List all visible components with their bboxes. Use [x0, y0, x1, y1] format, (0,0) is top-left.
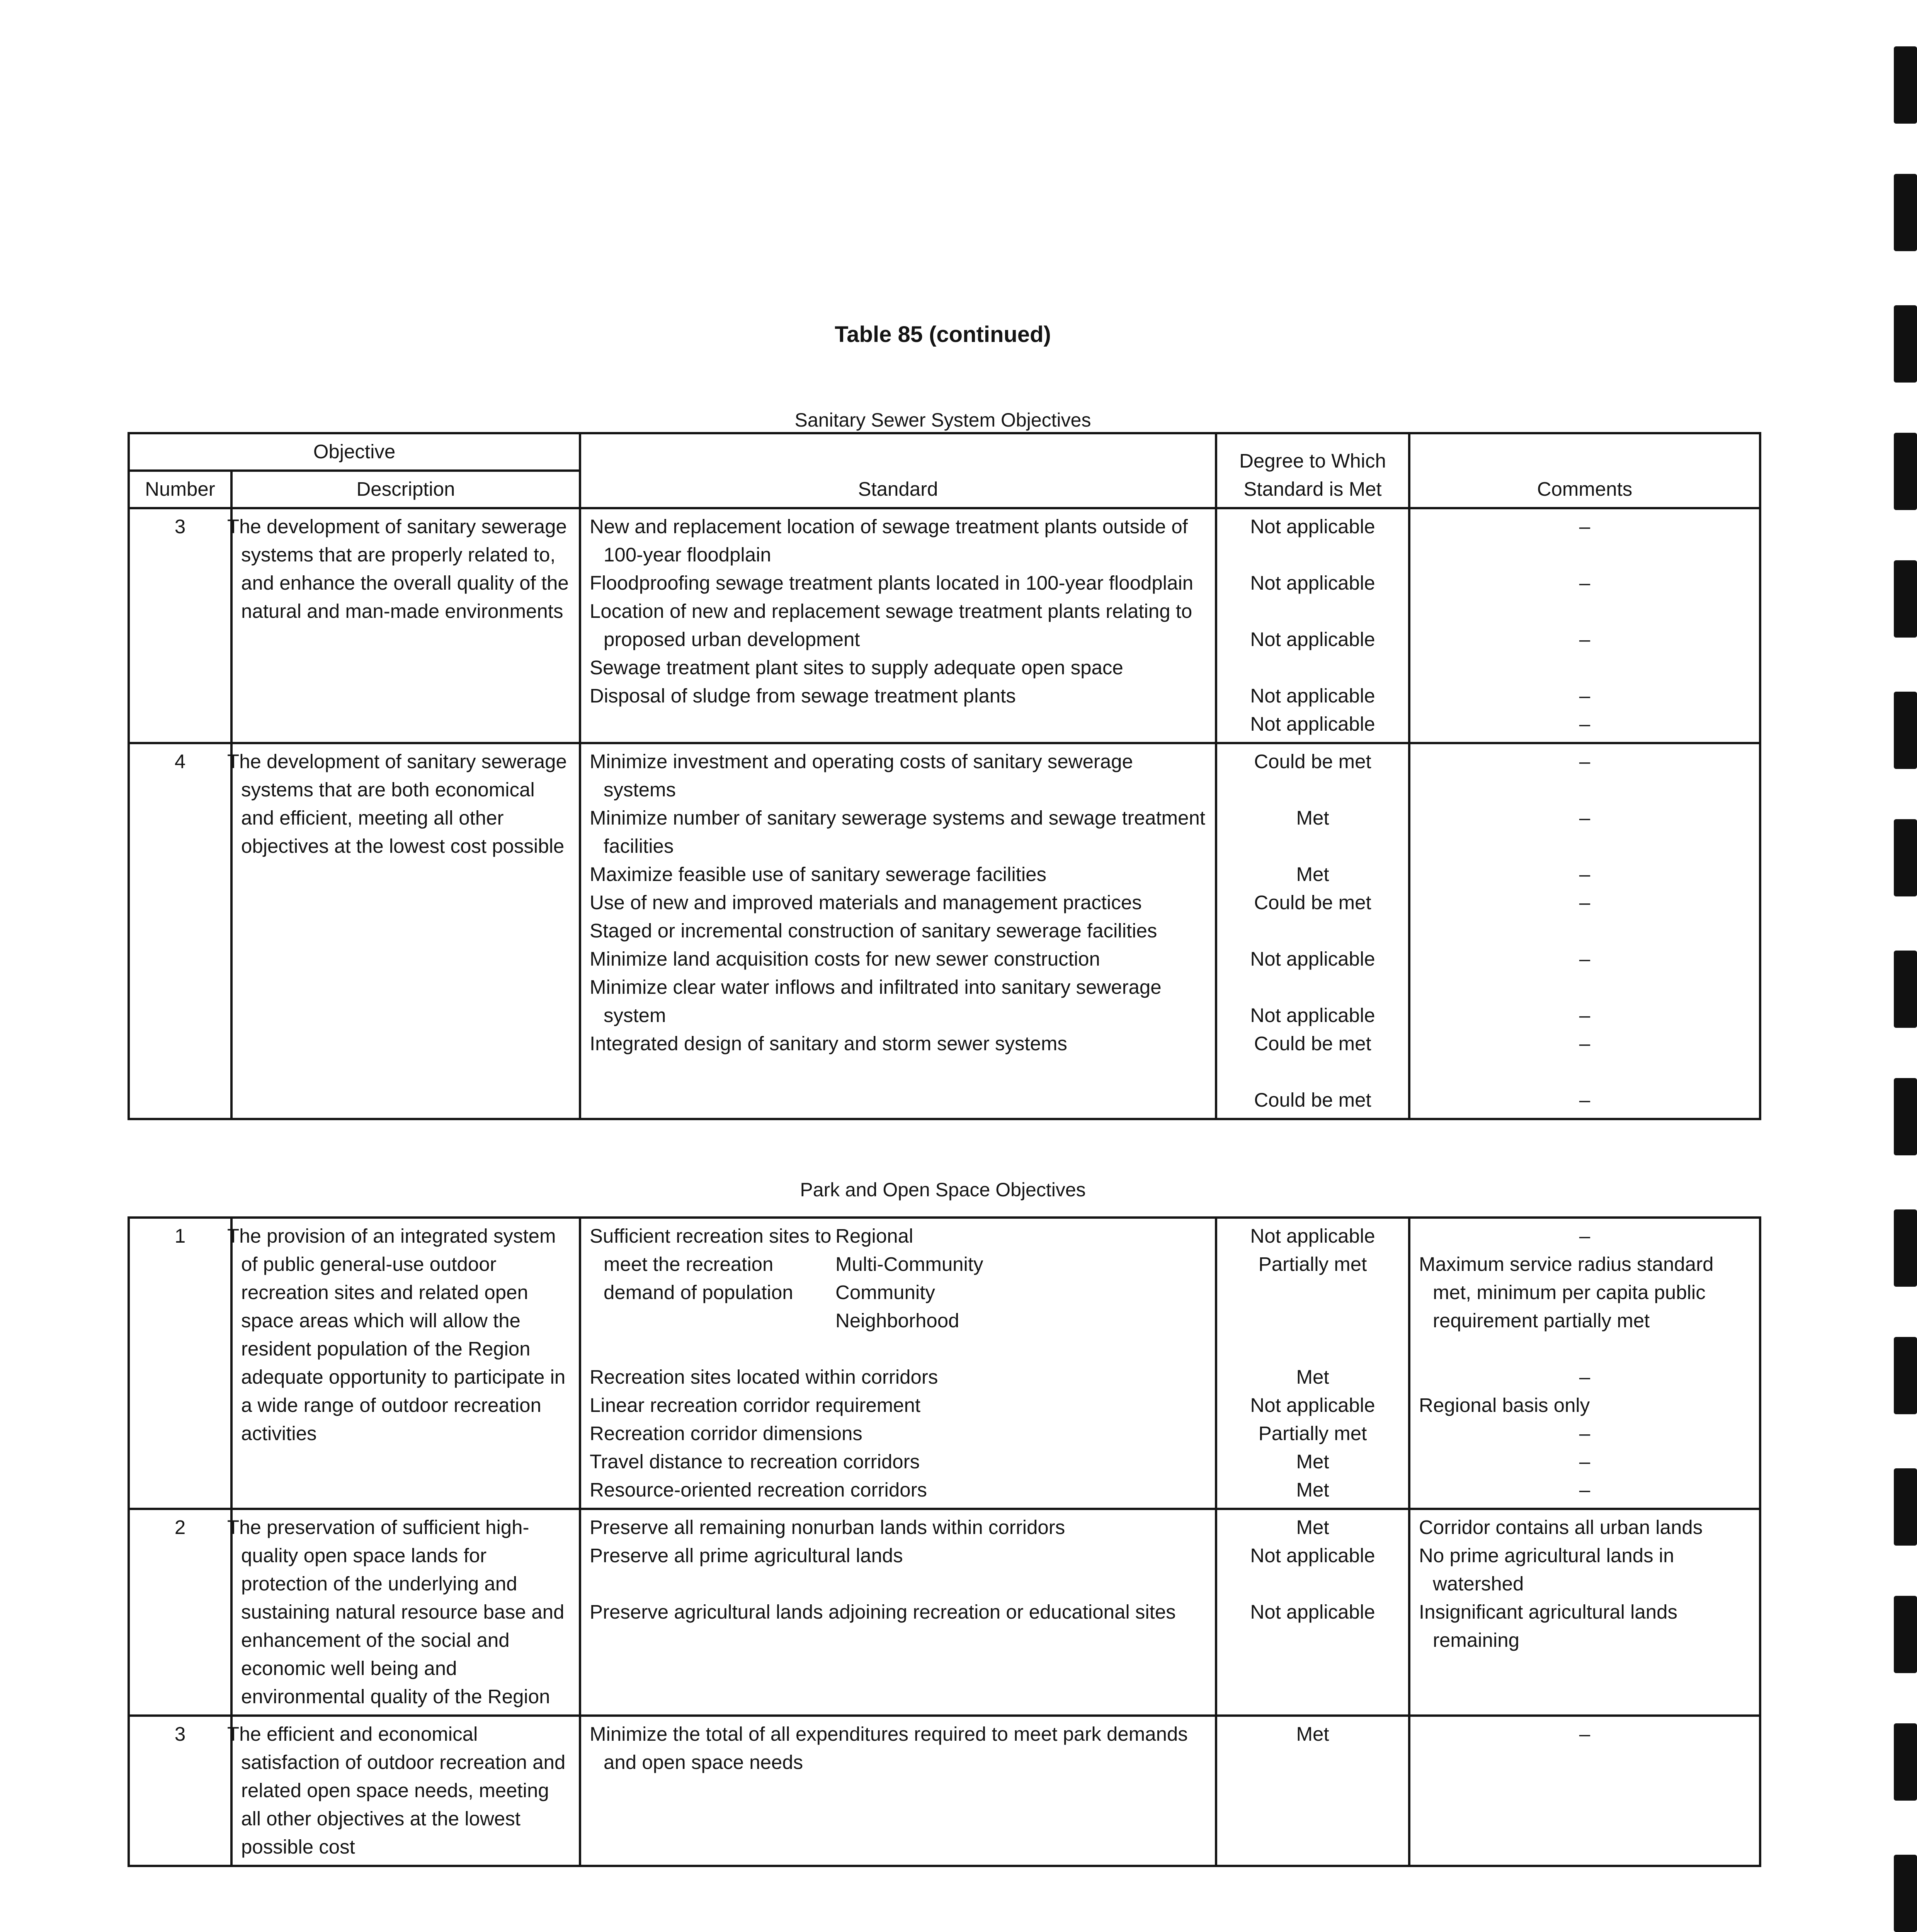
degree-text: Met: [1296, 863, 1329, 885]
standard-text: Minimize clear water inflows and infiltrated into sanitary sewerage system: [590, 976, 1162, 1026]
degree-header: Degree to Which Standard is Met: [1216, 433, 1409, 508]
comments-header: Comments: [1409, 433, 1760, 508]
table-row: [129, 508, 1760, 743]
standard-text: Maximize feasible use of sanitary sewerage facilities: [590, 863, 1047, 885]
standards-cell: [580, 508, 1216, 743]
table-row: [129, 1218, 1760, 1509]
standard-text: Minimize land acquisition costs for new sewer construction: [590, 948, 1100, 970]
site-type-list: [835, 1222, 1206, 1335]
site-type: Community: [835, 1281, 935, 1303]
degree-text: Met: [1296, 1451, 1329, 1473]
comment-text: –: [1579, 1422, 1590, 1444]
degree-text: Could be met: [1254, 891, 1371, 913]
binding-mark: [1894, 305, 1917, 383]
site-type: Multi-Community: [835, 1253, 983, 1275]
degree-text: Not applicable: [1250, 515, 1375, 537]
comment-text: –: [1579, 1032, 1590, 1054]
sewer-objectives-table: [128, 432, 1761, 1120]
comment-text: –: [1579, 1451, 1590, 1473]
comments-cell: [1409, 743, 1760, 1119]
degree-cell: [1216, 743, 1409, 1119]
comment-text: –: [1579, 1089, 1590, 1111]
description-header: Description: [231, 471, 580, 508]
standard-text: Sufficient recreation sites to meet the recreation demand of population: [590, 1225, 832, 1303]
degree-text: Not applicable: [1250, 1004, 1375, 1026]
degree-text: Not applicable: [1250, 948, 1375, 970]
degree-text: Met: [1296, 1366, 1329, 1388]
objective-description: The preservation of sufficient high-quality open space lands for protection of the underlying and sustaining natural resource base and enhancement of the social and economic well being and environmental quality of the Region: [231, 1509, 580, 1716]
degree-text: Not applicable: [1250, 1601, 1375, 1623]
degree-text: Could be met: [1254, 750, 1371, 772]
degree-text: Partially met: [1258, 1422, 1367, 1444]
standards-cell: [580, 1218, 1216, 1509]
comment-text: Corridor contains all urban lands: [1419, 1516, 1703, 1538]
objective-number: 3: [129, 1716, 231, 1866]
degree-cell: [1216, 1509, 1409, 1716]
park-objectives-table: [128, 1216, 1761, 1867]
standard-text: Recreation corridor dimensions: [590, 1422, 862, 1444]
degree-text: Not applicable: [1250, 1544, 1375, 1566]
standard-text: Recreation sites located within corridors: [590, 1366, 938, 1388]
objective-description: The development of sanitary sewerage systems that are properly related to, and enhance the overall quality of the natural and man-made environments: [231, 508, 580, 743]
comment-text: Insignificant agricultural lands remaining: [1419, 1601, 1678, 1651]
comments-cell: [1409, 508, 1760, 743]
standard-header: Standard: [580, 433, 1216, 508]
comments-cell: [1409, 1218, 1760, 1509]
sewer-section-heading: Sanitary Sewer System Objectives: [794, 409, 1091, 431]
table-row: [129, 1509, 1760, 1716]
degree-text: Not applicable: [1250, 713, 1375, 735]
objective-description: The provision of an integrated system of public general-use outdoor recreation sites and related open space areas which will allow the resident population of the Region adequate opportunity to participate in a wide range of outdoor recreation activities: [231, 1218, 580, 1509]
objective-description: The development of sanitary sewerage systems that are both economical and efficient, meeting all other objectives at the lowest cost possible: [231, 743, 580, 1119]
standard-text: New and replacement location of sewage treatment plants outside of 100-year floodplain: [590, 515, 1188, 566]
site-type: Regional: [835, 1225, 913, 1247]
binding-mark: [1894, 560, 1917, 638]
binding-mark: [1894, 433, 1917, 510]
degree-text: Could be met: [1254, 1089, 1371, 1111]
comment-text: –: [1579, 863, 1590, 885]
comment-text: –: [1579, 628, 1590, 650]
standard-text: Location of new and replacement sewage treatment plants relating to proposed urban development: [590, 600, 1192, 650]
comment-text: –: [1579, 713, 1590, 735]
recreation-sites-standard: [590, 1222, 1206, 1335]
standard-text: Resource-oriented recreation corridors: [590, 1479, 927, 1501]
standard-text: Travel distance to recreation corridors: [590, 1451, 920, 1473]
standard-text: Linear recreation corridor requirement: [590, 1394, 921, 1416]
binding-mark: [1894, 819, 1917, 896]
binding-mark: [1894, 1855, 1917, 1932]
table-row: [129, 743, 1760, 1119]
degree-cell: [1216, 508, 1409, 743]
objective-number: 2: [129, 1509, 231, 1716]
standard-text: Integrated design of sanitary and storm sewer systems: [590, 1032, 1067, 1054]
binding-mark: [1894, 1337, 1917, 1414]
standard-text: Disposal of sludge from sewage treatment plants: [590, 685, 1016, 707]
degree-cell: [1216, 1218, 1409, 1509]
degree-text: Not applicable: [1250, 628, 1375, 650]
comment-text: –: [1579, 685, 1590, 707]
degree-text: Met: [1296, 807, 1329, 829]
degree-text: Not applicable: [1250, 572, 1375, 594]
standard-text: Minimize investment and operating costs of sanitary sewerage systems: [590, 750, 1133, 801]
binding-mark: [1894, 951, 1917, 1028]
degree-text: Not applicable: [1250, 1225, 1375, 1247]
objective-number: 4: [129, 743, 231, 1119]
degree-text: Partially met: [1258, 1253, 1367, 1275]
standards-cell: [580, 743, 1216, 1119]
degree-text: Met: [1296, 1516, 1329, 1538]
comment-text: Regional basis only: [1419, 1394, 1590, 1416]
binding-mark: [1894, 1596, 1917, 1673]
number-header: Number: [129, 471, 231, 508]
binding-mark: [1894, 1723, 1917, 1801]
degree-text: Not applicable: [1250, 1394, 1375, 1416]
binding-mark: [1894, 692, 1917, 769]
comment-text: –: [1579, 1723, 1590, 1745]
degree-cell: [1216, 1716, 1409, 1866]
comment-text: –: [1579, 948, 1590, 970]
objective-number: 3: [129, 508, 231, 743]
standard-text: Minimize number of sanitary sewerage systems and sewage treatment facilities: [590, 807, 1206, 857]
comment-text: No prime agricultural lands in watershed: [1419, 1544, 1674, 1595]
standard-text: Preserve all remaining nonurban lands within corridors: [590, 1516, 1065, 1538]
objective-header: Objective: [129, 433, 580, 471]
objective-number: 1: [129, 1218, 231, 1509]
comment-text: –: [1579, 1225, 1590, 1247]
site-type: Neighborhood: [835, 1310, 959, 1332]
comment-text: –: [1579, 515, 1590, 537]
standard-text: Minimize the total of all expenditures required to meet park demands and open space needs: [590, 1723, 1188, 1773]
standard-text: Preserve agricultural lands adjoining recreation or educational sites: [590, 1601, 1176, 1623]
degree-text: Met: [1296, 1723, 1329, 1745]
binding-mark: [1894, 1468, 1917, 1546]
comment-text: –: [1579, 807, 1590, 829]
page-title: Table 85 (continued): [835, 322, 1051, 347]
objective-description: The efficient and economical satisfaction of outdoor recreation and related open space needs, meeting all other objectives at the lowest possible cost: [231, 1716, 580, 1866]
degree-text: Not applicable: [1250, 685, 1375, 707]
degree-text: Could be met: [1254, 1032, 1371, 1054]
standard-text: Floodproofing sewage treatment plants located in 100-year floodplain: [590, 572, 1194, 594]
standard-text: Use of new and improved materials and management practices: [590, 891, 1142, 913]
comment-text: –: [1579, 1479, 1590, 1501]
comment-text: –: [1579, 1366, 1590, 1388]
standards-cell: [580, 1509, 1216, 1716]
comment-text: –: [1579, 750, 1590, 772]
standard-text: Preserve all prime agricultural lands: [590, 1544, 903, 1566]
standard-text: Sewage treatment plant sites to supply adequate open space: [590, 656, 1123, 679]
binding-mark: [1894, 174, 1917, 251]
degree-text: Met: [1296, 1479, 1329, 1501]
binding-mark: [1894, 1078, 1917, 1155]
comment-text: –: [1579, 1004, 1590, 1026]
park-section-heading: Park and Open Space Objectives: [800, 1179, 1086, 1201]
comment-text: Maximum service radius standard met, minimum per capita public requirement partially met: [1419, 1253, 1714, 1332]
comments-cell: [1409, 1509, 1760, 1716]
comment-text: –: [1579, 891, 1590, 913]
standard-text: Staged or incremental construction of sanitary sewerage facilities: [590, 920, 1157, 942]
table-row: [129, 1716, 1760, 1866]
standards-cell: [580, 1716, 1216, 1866]
binding-mark: [1894, 46, 1917, 124]
comment-text: –: [1579, 572, 1590, 594]
binding-mark: [1894, 1209, 1917, 1287]
comments-cell: [1409, 1716, 1760, 1866]
